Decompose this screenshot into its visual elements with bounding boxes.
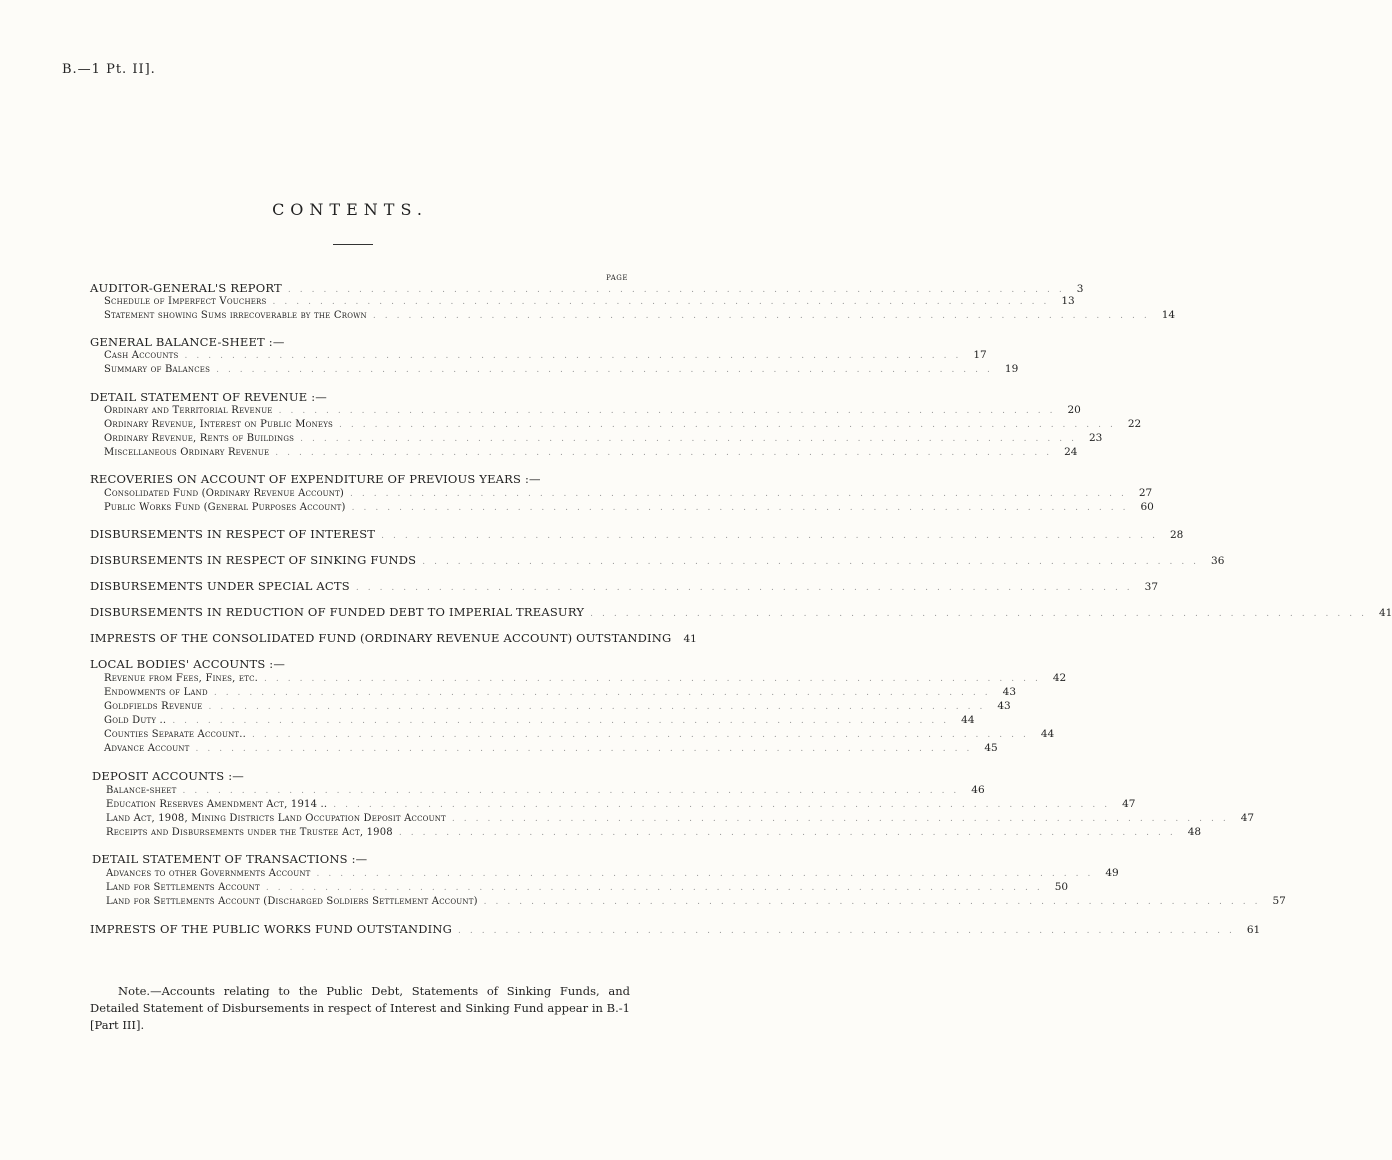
toc-label: Statement showing Sums irrecoverable by the Crown	[104, 310, 367, 321]
leader-dots: ..................................................................	[300, 434, 1083, 444]
toc-section-heading	[90, 527, 1184, 541]
leader-dots: ..................................................................	[287, 285, 1071, 295]
toc-section-heading	[92, 769, 628, 783]
toc-label: Balance-sheet	[106, 785, 177, 796]
toc-page-number: 20	[1067, 404, 1081, 416]
toc-label: Public Works Fund (General Purposes Account)	[104, 502, 346, 513]
leader-dots: ..................................................................	[458, 926, 1241, 936]
leader-dots: ..................................................................	[381, 531, 1164, 541]
toc-entry	[104, 672, 1067, 686]
toc-entry	[106, 798, 1136, 812]
leader-dots: ..................................................................	[213, 688, 997, 698]
toc-entry	[104, 446, 1078, 460]
toc-section-heading	[90, 579, 1159, 593]
toc-entry	[104, 404, 1081, 418]
leader-dots: ..................................................................	[265, 883, 1049, 893]
toc-page-number: 60	[1140, 501, 1154, 513]
toc-page-number: 23	[1088, 432, 1103, 444]
toc-label: Land for Settlements Account (Discharged Soldiers Settlement Account)	[106, 896, 478, 907]
toc-label: Advance Account	[104, 743, 190, 754]
toc-page-number: 24	[1064, 446, 1078, 458]
toc-page-number: 57	[1272, 895, 1286, 907]
toc-label: Revenue from Fees, Fines, etc.	[104, 673, 259, 684]
toc-page-number: 41	[1378, 607, 1392, 619]
toc-page-number: 44	[961, 714, 975, 726]
leader-dots: ..................................................................	[333, 800, 1117, 810]
toc-page-number: 47	[1240, 812, 1255, 824]
leader-dots: ..................................................................	[264, 674, 1047, 684]
toc-page-number: 42	[1052, 672, 1067, 684]
toc-entry	[104, 349, 987, 363]
leader-dots: ..................................................................	[172, 716, 956, 726]
leader-dots: ..................................................................	[216, 365, 999, 375]
toc-label: Ordinary Revenue, Interest on Public Moneys	[104, 419, 334, 430]
toc-label: DISBURSEMENTS IN REDUCTION OF FUNDED DEBT TO IMPERIAL TREASURY	[90, 605, 585, 619]
leader-dots: ..................................................................	[272, 297, 1056, 307]
toc-label: Gold Duty ..	[104, 715, 167, 726]
toc-label: DETAIL STATEMENT OF TRANSACTIONS :—	[92, 852, 368, 866]
toc-page-number: 28	[1169, 529, 1184, 541]
toc-page-number: 49	[1105, 867, 1119, 879]
toc-section-heading	[92, 852, 628, 866]
toc-label: GENERAL BALANCE-SHEET :—	[90, 335, 285, 349]
leader-dots: ..................................................................	[252, 730, 1035, 740]
toc-entry	[104, 501, 1154, 515]
toc-section-heading	[90, 657, 628, 671]
toc-label: Receipts and Disbursements under the Trustee Act, 1908	[106, 827, 393, 838]
toc-page-number: 43	[1002, 686, 1017, 698]
leader-dots: ..................................................................	[372, 311, 1156, 321]
leader-dots: ..................................................................	[590, 609, 1373, 619]
toc-entry	[104, 686, 1017, 700]
toc-page-number: 37	[1144, 581, 1159, 593]
toc-label: Ordinary and Territorial Revenue	[104, 405, 273, 416]
leader-dots: ..................................................................	[275, 448, 1059, 458]
toc-entry	[104, 295, 1075, 309]
toc-label: DISBURSEMENTS UNDER SPECIAL ACTS	[90, 579, 350, 593]
toc-label: RECOVERIES ON ACCOUNT OF EXPENDITURE OF PREVIOUS YEARS :—	[90, 472, 541, 486]
toc-section-heading	[90, 553, 1225, 567]
leader-dots: ..................................................................	[355, 583, 1139, 593]
toc-label: Endowments of Land	[104, 687, 208, 698]
footnote: Note.—Accounts relating to the Public Debt, Statements of Sinking Funds, and Detailed Statement of Disbursements in respect of Interest and Sinking Fund appear in B.-1 [Part III].	[90, 984, 630, 1032]
leader-dots: ..................................................................	[483, 897, 1267, 907]
toc-entry	[104, 432, 1103, 446]
toc-entry	[104, 418, 1142, 432]
page-column-label: PAGE	[606, 274, 628, 282]
toc-label: Cash Accounts	[104, 350, 179, 361]
toc-page-number: 19	[1004, 363, 1019, 375]
toc-entry	[106, 784, 985, 798]
toc-label: DISBURSEMENTS IN RESPECT OF SINKING FUNDS	[90, 553, 417, 567]
leader-dots: ..................................................................	[351, 503, 1135, 513]
toc-entry	[104, 728, 1055, 742]
toc-label: DETAIL STATEMENT OF REVENUE :—	[90, 390, 328, 404]
toc-label: AUDITOR-GENERAL'S REPORT	[90, 281, 282, 295]
toc-entry	[106, 867, 1119, 881]
toc-section-heading	[90, 335, 628, 349]
toc-label: IMPRESTS OF THE PUBLIC WORKS FUND OUTSTANDING	[90, 922, 453, 936]
toc-entry	[104, 742, 998, 756]
leader-dots: ..................................................................	[182, 786, 966, 796]
toc-label: Land Act, 1908, Mining Districts Land Occupation Deposit Account	[106, 813, 446, 824]
toc-label: IMPRESTS OF THE CONSOLIDATED FUND (ORDINARY REVENUE ACCOUNT) OUTSTANDING	[90, 631, 672, 645]
toc-label: Land for Settlements Account	[106, 882, 260, 893]
leader-dots: ..................................................................	[339, 420, 1122, 430]
toc-page-number: 36	[1211, 555, 1225, 567]
toc-label: Summary of Balances	[104, 364, 211, 375]
leader-dots: ..................................................................	[451, 814, 1235, 824]
toc-page-number: 3	[1076, 283, 1084, 295]
toc-entry	[106, 812, 1255, 826]
toc-section-heading	[90, 390, 628, 404]
toc-section-heading	[90, 472, 628, 486]
toc-page-number: 61	[1246, 924, 1261, 936]
toc-page-number: 13	[1061, 295, 1075, 307]
toc-entry	[104, 487, 1153, 501]
toc-page-number: 41	[683, 633, 697, 645]
toc-label: Consolidated Fund (Ordinary Revenue Account)	[104, 488, 345, 499]
leader-dots: ..................................................................	[278, 406, 1062, 416]
toc-page-number: 22	[1127, 418, 1142, 430]
toc-entry	[106, 881, 1069, 895]
leader-dots: ..................................................................	[184, 351, 968, 361]
toc-label: DEPOSIT ACCOUNTS :—	[92, 769, 244, 783]
toc-page-number: 17	[973, 349, 987, 361]
leader-dots: ..................................................................	[350, 489, 1133, 499]
leader-dots: ..................................................................	[422, 557, 1206, 567]
toc-page-number: 27	[1138, 487, 1153, 499]
document-reference: B.—1 Pt. II].	[62, 62, 156, 77]
toc-entry	[104, 309, 1176, 323]
page-title: CONTENTS.	[272, 200, 428, 219]
toc-entry	[104, 363, 1019, 377]
toc-section-heading	[90, 631, 697, 645]
toc-label: Goldfields Revenue	[104, 701, 203, 712]
toc-label: Education Reserves Amendment Act, 1914 ..	[106, 799, 328, 810]
toc-section-heading	[90, 605, 1392, 619]
toc-page-number: 43	[997, 700, 1011, 712]
toc-label: Advances to other Governments Account	[106, 868, 311, 879]
toc-page-number: 45	[984, 742, 998, 754]
toc-page-number: 46	[971, 784, 985, 796]
leader-dots: ..................................................................	[195, 744, 979, 754]
toc-label: Schedule of Imperfect Vouchers	[104, 296, 267, 307]
leader-dots: ..................................................................	[316, 869, 1100, 879]
toc-label: Counties Separate Account..	[104, 729, 247, 740]
toc-section-heading	[90, 922, 1261, 936]
toc-label: Miscellaneous Ordinary Revenue	[104, 447, 270, 458]
toc-entry	[104, 714, 975, 728]
toc-page-number: 47	[1122, 798, 1136, 810]
toc-section-heading	[90, 281, 1084, 295]
toc-page-number: 14	[1161, 309, 1176, 321]
toc-entry	[106, 826, 1202, 840]
toc-entry	[106, 895, 1286, 909]
toc-page-number: 44	[1040, 728, 1055, 740]
toc-page-number: 50	[1054, 881, 1069, 893]
toc-page-number: 48	[1187, 826, 1202, 838]
toc-label: DISBURSEMENTS IN RESPECT OF INTEREST	[90, 527, 376, 541]
toc-label: Ordinary Revenue, Rents of Buildings	[104, 433, 295, 444]
leader-dots: ..................................................................	[208, 702, 992, 712]
leader-dots: ..................................................................	[398, 828, 1182, 838]
toc-label: LOCAL BODIES' ACCOUNTS :—	[90, 657, 286, 671]
toc-entry	[104, 700, 1011, 714]
